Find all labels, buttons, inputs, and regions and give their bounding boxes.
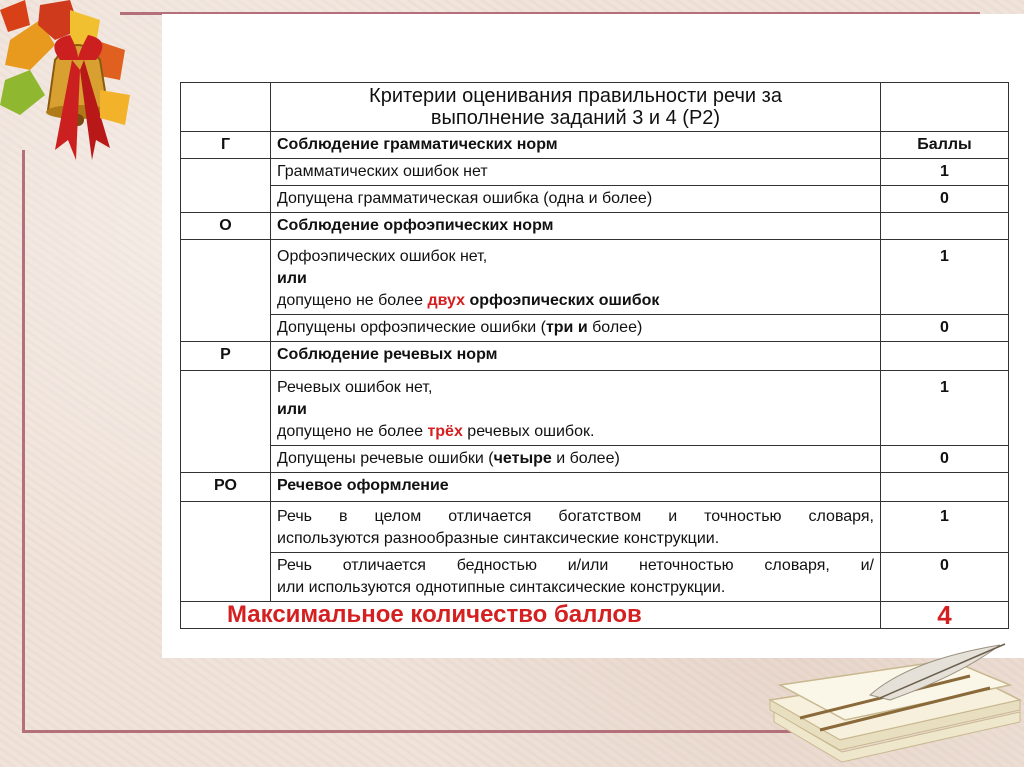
criterion-text	[271, 240, 881, 315]
criterion-line: и более)	[551, 450, 620, 467]
empty-score-cell	[881, 342, 1009, 371]
criterion-line: допущено не более	[277, 423, 428, 440]
empty-code-cell	[181, 553, 271, 602]
section-code: Г	[181, 132, 271, 159]
frame-line-left	[22, 150, 25, 730]
criterion-line: или используются однотипные синтаксические конструкции.	[277, 579, 726, 596]
section-heading: Соблюдение речевых норм	[271, 342, 881, 371]
criterion-line-bold: четыре	[493, 450, 552, 467]
criterion-highlight: трёх	[427, 423, 463, 440]
criterion-text	[271, 315, 881, 342]
criterion-line: более)	[587, 319, 643, 336]
title-line-1: Критерии оценивания правильности речи за	[369, 85, 782, 107]
title-score-cell	[881, 83, 1009, 132]
table-title	[271, 83, 881, 132]
total-label: Максимальное количество баллов	[181, 602, 881, 629]
score-header: Баллы	[881, 132, 1009, 159]
criterion-row	[181, 553, 1009, 602]
criterion-score: 0	[881, 186, 1009, 213]
criterion-or: или	[277, 270, 307, 287]
criterion-score: 1	[881, 371, 1009, 446]
empty-code-cell	[181, 240, 271, 315]
section-header-row	[181, 132, 1009, 159]
section-header-row	[181, 213, 1009, 240]
section-header-row	[181, 473, 1009, 502]
section-heading: Речевое оформление	[271, 473, 881, 502]
criterion-row	[181, 240, 1009, 315]
empty-score-cell	[881, 473, 1009, 502]
empty-code-cell	[181, 315, 271, 342]
criterion-row	[181, 502, 1009, 553]
criterion-row	[181, 315, 1009, 342]
empty-code-cell	[181, 446, 271, 473]
criterion-line: допущено не более	[277, 292, 428, 309]
empty-code-cell	[181, 502, 271, 553]
criterion-row	[181, 186, 1009, 213]
title-line-2: выполнение заданий 3 и 4 (Р2)	[430, 107, 721, 129]
section-code: РО	[181, 473, 271, 502]
criterion-score: 0	[881, 315, 1009, 342]
title-row	[181, 83, 1009, 132]
criterion-line-bold: орфоэпических ошибок	[465, 292, 660, 309]
criterion-score: 1	[881, 159, 1009, 186]
section-heading: Соблюдение орфоэпических норм	[271, 213, 881, 240]
criterion-score: 0	[881, 553, 1009, 602]
empty-score-cell	[881, 213, 1009, 240]
empty-code-cell	[181, 186, 271, 213]
criterion-line: Речевых ошибок нет,	[277, 379, 433, 396]
empty-code-cell	[181, 159, 271, 186]
empty-code-cell	[181, 371, 271, 446]
section-code: Р	[181, 342, 271, 371]
criterion-score: 0	[881, 446, 1009, 473]
total-row	[181, 602, 1009, 629]
criterion-line: Орфоэпических ошибок нет,	[277, 248, 488, 265]
criteria-table	[180, 82, 1009, 629]
criterion-text: Допущена грамматическая ошибка (одна и более)	[271, 186, 881, 213]
criterion-highlight: двух	[427, 292, 466, 309]
criterion-or: или	[277, 401, 307, 418]
criterion-text	[271, 553, 881, 602]
criterion-row	[181, 159, 1009, 186]
criterion-line-bold: три и	[545, 319, 588, 336]
criterion-line: речевых ошибок.	[462, 423, 595, 440]
section-header-row	[181, 342, 1009, 371]
criterion-text	[271, 371, 881, 446]
criterion-score: 1	[881, 240, 1009, 315]
criterion-line: Речь в целом отличается богатством и точностью словаря,	[277, 508, 874, 525]
criterion-line: используются разнообразные синтаксические конструкции.	[277, 530, 720, 547]
criterion-line: Допущены орфоэпические ошибки (	[277, 319, 546, 336]
section-heading: Соблюдение грамматических норм	[271, 132, 881, 159]
frame-line-bottom	[22, 730, 822, 733]
criterion-row	[181, 371, 1009, 446]
criterion-text: Грамматических ошибок нет	[271, 159, 881, 186]
criterion-line: Речь отличается бедностью и/или неточностью словаря, и/	[277, 557, 874, 574]
title-code-cell	[181, 83, 271, 132]
bell-with-leaves-icon	[0, 0, 160, 170]
total-score: 4	[881, 602, 1009, 629]
section-code: О	[181, 213, 271, 240]
paper-stack-icon	[760, 640, 1024, 767]
criterion-score: 1	[881, 502, 1009, 553]
criterion-row	[181, 446, 1009, 473]
criterion-text	[271, 502, 881, 553]
criterion-text	[271, 446, 881, 473]
criterion-line: Допущены речевые ошибки (	[277, 450, 494, 467]
